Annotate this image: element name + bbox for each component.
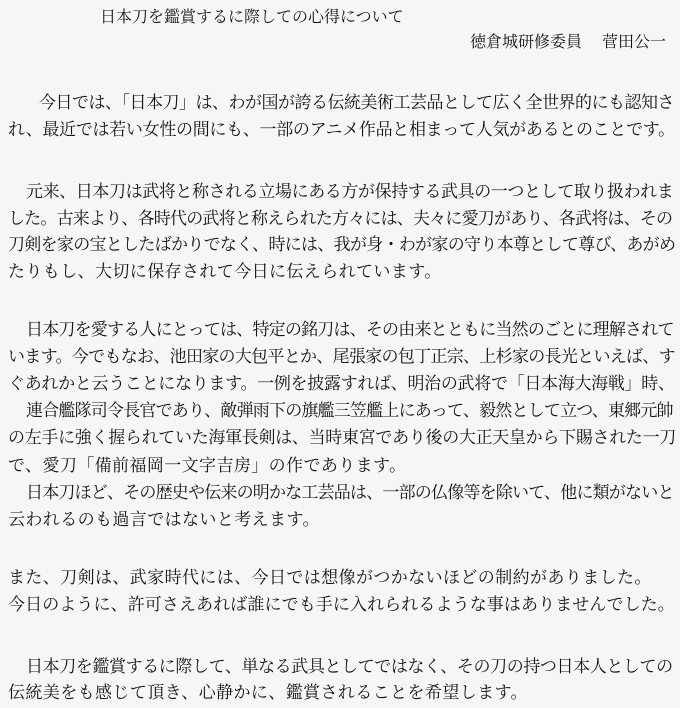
body-line: 今日のように、許可さえあれば誰にでも手に入れられるような事はありませんでした。 xyxy=(8,595,675,615)
body-line: 連合艦隊司令長官であり、敵弾雨下の旗艦三笠艦上にあって、毅然として立つ、東郷元帥 xyxy=(26,401,673,421)
body-line: 日本刀を愛する人にとっては、特定の銘刀は、その由来とともに当然のごとに理解されて xyxy=(26,320,674,340)
body-line: ぐあれかと云うことになります。一例を披露すれば、明治の武将で「日本海大海戦」時、 xyxy=(8,374,675,394)
author-byline xyxy=(470,32,666,52)
body-line: います。今でもなお、池田家の大包平とか、尾張家の包丁正宗、上杉家の長光といえば、す xyxy=(8,347,675,367)
body-line: 今日では、「日本刀」は、わが国が誇る伝統美術工芸品として広く全世界的にも認知さ xyxy=(39,93,674,113)
body-line: した。古来より、各時代の武将と称えられた方々には、夫々に愛刀があり、各武将は、その xyxy=(8,209,673,229)
body-line: 日本刀を鑑賞するに際して、単なる武具としてではなく、その刀の持つ日本人としての xyxy=(26,657,673,677)
document-title: 日本刀を鑑賞するに際しての心得について xyxy=(100,7,404,26)
body-line: 日本刀ほど、その歴史や伝来の明かな工芸品は、一部の仏像等を除いて、他に類がないと xyxy=(26,483,674,503)
body-line: 伝統美をも感じて頂き、心静かに、鑑賞されることを希望します。 xyxy=(8,683,528,703)
body-line: の左手に強く握られていた海軍長剣は、当時東宮であり後の大正天皇から下賜された一刀 xyxy=(8,428,676,448)
body-line: 元来、日本刀は武将と称される立場にある方が保持する武具の一つとして取り扱われま xyxy=(26,182,674,202)
author-role: 徳倉城研修委員 xyxy=(469,32,582,51)
body-line: れ、最近では若い女性の間にも、一部のアニメ作品と相まって人気があるとのことです。 xyxy=(8,120,675,140)
body-line: たりもし、大切に保存されて今日に伝えられています。 xyxy=(8,262,442,282)
body-line: 刀剣を家の宝としたばかりでなく、時には、我が身・わが家の守り本尊として尊び、あがめ xyxy=(8,235,676,255)
body-line: また、刀剣は、武家時代には、今日では想像がつかないほどの制約がありました。 xyxy=(8,568,652,588)
body-line: で、愛刀「備前福岡一文字吉房」の作であります。 xyxy=(8,456,407,476)
body-line: 云われるのも過言ではないと考えます。 xyxy=(8,510,320,530)
author-name: 菅田公一 xyxy=(601,32,666,51)
